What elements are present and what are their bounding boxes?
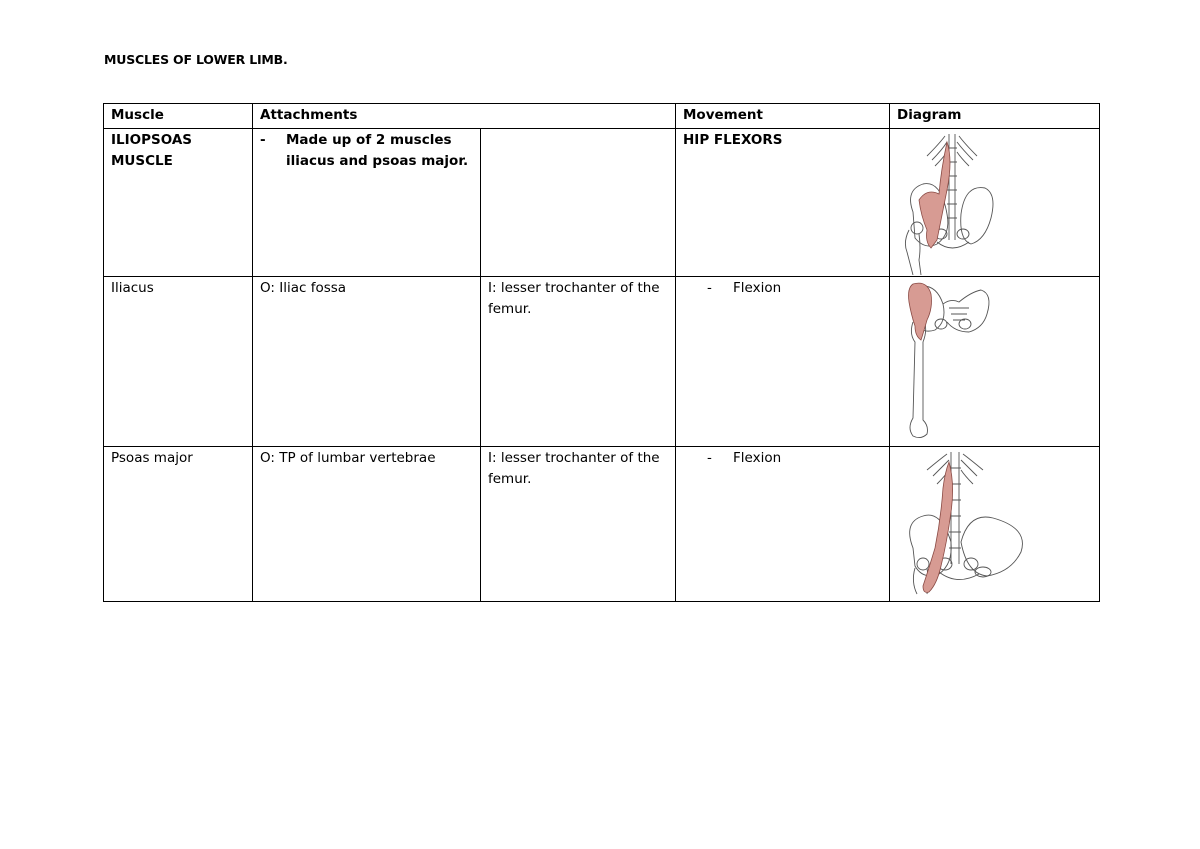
attachment-text: Made up of 2 muscles iliacus and psoas major. <box>286 132 469 169</box>
movement-cell: HIP FLEXORS <box>676 129 890 277</box>
insertion-cell: I: lesser trochanter of the femur. <box>481 447 676 602</box>
table-row <box>104 447 1100 602</box>
list-bullet: - <box>707 450 712 466</box>
list-bullet: - <box>260 132 266 148</box>
muscle-name-cell: Iliacus <box>104 277 253 447</box>
attachment-list-item <box>260 130 473 172</box>
movement-list-item <box>683 278 882 299</box>
diagram-cell <box>890 447 1100 602</box>
iliopsoas-diagram-icon <box>897 130 997 275</box>
movement-cell <box>676 447 890 602</box>
movement-text: Flexion <box>733 280 782 296</box>
muscles-table <box>103 103 1100 602</box>
header-movement: Movement <box>676 104 890 129</box>
diagram-cell <box>890 129 1100 277</box>
table-row <box>104 277 1100 447</box>
header-attachments: Attachments <box>253 104 676 129</box>
header-diagram: Diagram <box>890 104 1100 129</box>
origin-cell: O: TP of lumbar vertebrae <box>253 447 481 602</box>
origin-cell: O: Iliac fossa <box>253 277 481 447</box>
insertion-cell: I: lesser trochanter of the femur. <box>481 277 676 447</box>
movement-list-item <box>683 448 882 469</box>
muscle-name-cell: ILIOPSOAS MUSCLE <box>104 129 253 277</box>
list-bullet: - <box>707 280 712 296</box>
table-row <box>104 129 1100 277</box>
insertion-cell <box>481 129 676 277</box>
table-header-row <box>104 104 1100 129</box>
iliacus-diagram-icon <box>897 278 997 443</box>
document-title: MUSCLES OF LOWER LIMB. <box>104 52 288 67</box>
diagram-cell <box>890 277 1100 447</box>
attachment-cell <box>253 129 481 277</box>
header-muscle: Muscle <box>104 104 253 129</box>
movement-text: Flexion <box>733 450 782 466</box>
muscle-name-cell: Psoas major <box>104 447 253 602</box>
movement-cell <box>676 277 890 447</box>
psoas-major-diagram-icon <box>897 448 1037 600</box>
